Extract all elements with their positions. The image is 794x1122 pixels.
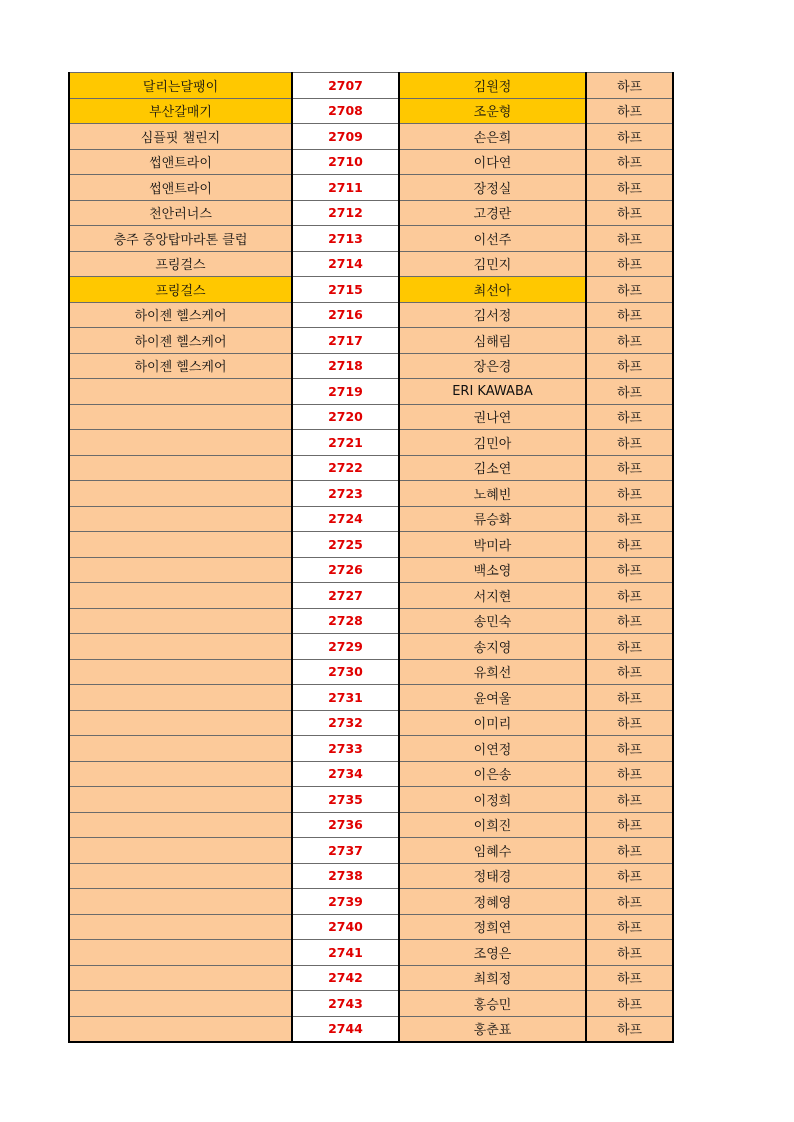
table-row [69,914,673,940]
runner-name-cell: 김소연 [399,455,586,481]
table-row [69,506,673,532]
bib-number-cell: 2737 [292,838,399,864]
club-cell [69,838,292,864]
table-row [69,149,673,175]
bib-number-cell: 2711 [292,175,399,201]
table-row [69,710,673,736]
table-row [69,302,673,328]
course-category-cell: 하프 [586,583,673,609]
club-cell [69,557,292,583]
bib-number-cell: 2727 [292,583,399,609]
bib-number-cell: 2733 [292,736,399,762]
course-category-cell: 하프 [586,761,673,787]
runner-name-cell: 조영은 [399,940,586,966]
course-category-cell: 하프 [586,812,673,838]
club-cell: 프링걸스 [69,277,292,303]
club-cell [69,634,292,660]
runner-name-cell: 이정희 [399,787,586,813]
bib-number-cell: 2736 [292,812,399,838]
runner-name-cell: 김원정 [399,73,586,99]
bib-number-cell: 2743 [292,991,399,1017]
runner-name-cell: 김민지 [399,251,586,277]
course-category-cell: 하프 [586,404,673,430]
bib-number-cell: 2717 [292,328,399,354]
club-cell [69,940,292,966]
club-cell: 부산갈매기 [69,98,292,124]
runner-name-cell: 이은송 [399,761,586,787]
club-cell [69,863,292,889]
club-cell [69,889,292,915]
bib-number-cell: 2734 [292,761,399,787]
runner-name-cell: 최선아 [399,277,586,303]
table-row [69,685,673,711]
bib-number-cell: 2725 [292,532,399,558]
course-category-cell: 하프 [586,1016,673,1042]
runner-name-cell: 정희연 [399,914,586,940]
runner-name-cell: 조운형 [399,98,586,124]
bib-number-cell: 2728 [292,608,399,634]
club-cell [69,710,292,736]
runner-name-cell: 이미리 [399,710,586,736]
table-row [69,532,673,558]
course-category-cell: 하프 [586,685,673,711]
table-row [69,736,673,762]
bib-number-cell: 2719 [292,379,399,405]
table-row [69,379,673,405]
bib-number-cell: 2739 [292,889,399,915]
table-row [69,430,673,456]
bib-number-cell: 2742 [292,965,399,991]
runner-name-cell: 김민아 [399,430,586,456]
course-category-cell: 하프 [586,353,673,379]
club-cell [69,404,292,430]
course-category-cell: 하프 [586,736,673,762]
bib-number-cell: 2723 [292,481,399,507]
bib-number-cell: 2741 [292,940,399,966]
club-cell [69,685,292,711]
bib-number-cell: 2718 [292,353,399,379]
course-category-cell: 하프 [586,608,673,634]
club-cell [69,506,292,532]
course-category-cell: 하프 [586,226,673,252]
club-cell [69,787,292,813]
bib-number-cell: 2722 [292,455,399,481]
club-cell [69,532,292,558]
runner-name-cell: 고경란 [399,200,586,226]
club-cell: 하이젠 헬스케어 [69,353,292,379]
course-category-cell: 하프 [586,455,673,481]
bib-number-cell: 2738 [292,863,399,889]
bib-number-cell: 2726 [292,557,399,583]
table-row [69,328,673,354]
bib-number-cell: 2735 [292,787,399,813]
club-cell [69,455,292,481]
course-category-cell: 하프 [586,889,673,915]
course-category-cell: 하프 [586,430,673,456]
table-row [69,659,673,685]
bib-number-cell: 2731 [292,685,399,711]
club-cell: 썹앤트라이 [69,175,292,201]
table-row [69,226,673,252]
table-row [69,73,673,99]
club-cell: 천안러너스 [69,200,292,226]
runner-name-cell: 권나연 [399,404,586,430]
runner-name-cell: 최희정 [399,965,586,991]
table-row [69,124,673,150]
course-category-cell: 하프 [586,991,673,1017]
table-row [69,1016,673,1042]
club-cell [69,991,292,1017]
table-row [69,481,673,507]
runner-name-cell: 김서정 [399,302,586,328]
bib-number-cell: 2729 [292,634,399,660]
runner-name-cell: 백소영 [399,557,586,583]
bib-number-cell: 2714 [292,251,399,277]
bib-number-cell: 2724 [292,506,399,532]
club-cell [69,583,292,609]
runner-name-cell: 박미라 [399,532,586,558]
course-category-cell: 하프 [586,838,673,864]
club-cell [69,481,292,507]
bib-number-cell: 2732 [292,710,399,736]
course-category-cell: 하프 [586,506,673,532]
table-row [69,353,673,379]
participant-table-body [69,73,673,1043]
bib-number-cell: 2744 [292,1016,399,1042]
runner-name-cell: 유희선 [399,659,586,685]
runner-name-cell: 장은경 [399,353,586,379]
club-cell [69,430,292,456]
table-row [69,940,673,966]
runner-name-cell: 임혜수 [399,838,586,864]
course-category-cell: 하프 [586,277,673,303]
course-category-cell: 하프 [586,940,673,966]
runner-name-cell: 홍승민 [399,991,586,1017]
runner-name-cell: 이연정 [399,736,586,762]
participant-table [68,72,674,1043]
table-row [69,761,673,787]
bib-number-cell: 2740 [292,914,399,940]
runner-name-cell: 이희진 [399,812,586,838]
bib-number-cell: 2709 [292,124,399,150]
club-cell: 프링걸스 [69,251,292,277]
course-category-cell: 하프 [586,124,673,150]
club-cell: 하이젠 헬스케어 [69,302,292,328]
table-row [69,838,673,864]
table-row [69,404,673,430]
club-cell: 달리는달팽이 [69,73,292,99]
course-category-cell: 하프 [586,98,673,124]
table-row [69,557,673,583]
runner-name-cell: 류승화 [399,506,586,532]
bib-number-cell: 2710 [292,149,399,175]
runner-name-cell: 심해림 [399,328,586,354]
table-row [69,583,673,609]
bib-number-cell: 2716 [292,302,399,328]
course-category-cell: 하프 [586,557,673,583]
bib-number-cell: 2715 [292,277,399,303]
club-cell: 심플핏 챌린지 [69,124,292,150]
course-category-cell: 하프 [586,73,673,99]
course-category-cell: 하프 [586,481,673,507]
table-row [69,965,673,991]
table-row [69,251,673,277]
table-row [69,277,673,303]
runner-name-cell: 이다연 [399,149,586,175]
runner-name-cell: 윤여울 [399,685,586,711]
runner-name-cell: 송민숙 [399,608,586,634]
course-category-cell: 하프 [586,914,673,940]
table-row [69,787,673,813]
table-row [69,175,673,201]
table-row [69,889,673,915]
runner-name-cell: 노혜빈 [399,481,586,507]
course-category-cell: 하프 [586,965,673,991]
runner-name-cell: 이선주 [399,226,586,252]
course-category-cell: 하프 [586,659,673,685]
bib-number-cell: 2721 [292,430,399,456]
bib-number-cell: 2707 [292,73,399,99]
runner-name-cell: 홍춘표 [399,1016,586,1042]
club-cell [69,608,292,634]
runner-name-cell: ERI KAWABA [399,379,586,405]
club-cell [69,736,292,762]
club-cell: 썹앤트라이 [69,149,292,175]
table-row [69,863,673,889]
runner-name-cell: 송지영 [399,634,586,660]
club-cell [69,659,292,685]
course-category-cell: 하프 [586,251,673,277]
club-cell [69,812,292,838]
table-row [69,455,673,481]
club-cell [69,379,292,405]
runner-name-cell: 손은희 [399,124,586,150]
course-category-cell: 하프 [586,175,673,201]
club-cell [69,761,292,787]
course-category-cell: 하프 [586,328,673,354]
table-row [69,608,673,634]
course-category-cell: 하프 [586,379,673,405]
club-cell [69,914,292,940]
bib-number-cell: 2720 [292,404,399,430]
course-category-cell: 하프 [586,302,673,328]
course-category-cell: 하프 [586,634,673,660]
table-row [69,634,673,660]
runner-name-cell: 정태경 [399,863,586,889]
course-category-cell: 하프 [586,149,673,175]
table-row [69,991,673,1017]
club-cell [69,1016,292,1042]
runner-name-cell: 정혜영 [399,889,586,915]
table-row [69,98,673,124]
table-row [69,812,673,838]
table-row [69,200,673,226]
course-category-cell: 하프 [586,863,673,889]
club-cell: 충주 중앙탑마라톤 클럽 [69,226,292,252]
club-cell: 하이젠 헬스케어 [69,328,292,354]
runner-name-cell: 서지현 [399,583,586,609]
bib-number-cell: 2713 [292,226,399,252]
bib-number-cell: 2708 [292,98,399,124]
bib-number-cell: 2712 [292,200,399,226]
course-category-cell: 하프 [586,710,673,736]
bib-number-cell: 2730 [292,659,399,685]
course-category-cell: 하프 [586,200,673,226]
course-category-cell: 하프 [586,532,673,558]
course-category-cell: 하프 [586,787,673,813]
runner-name-cell: 장정실 [399,175,586,201]
club-cell [69,965,292,991]
